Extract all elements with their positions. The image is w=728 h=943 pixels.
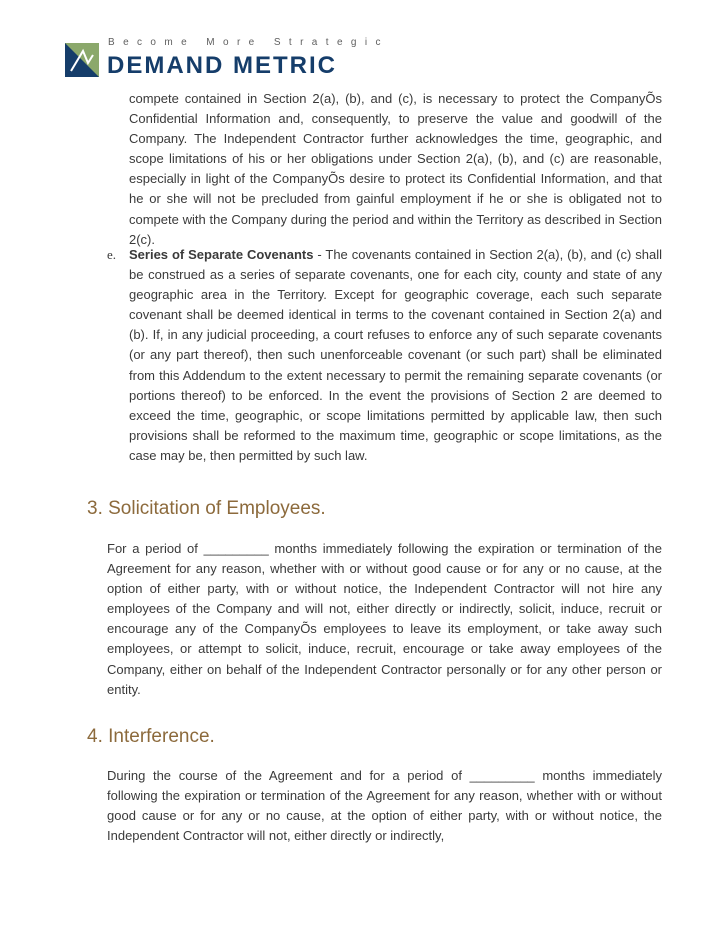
tagline: Become More Strategic <box>108 37 389 48</box>
brand-name: DEMAND METRIC <box>107 52 337 79</box>
section-4-text: During the course of the Agreement and for a period of _________ months immediately following the expiration or termination of the Agreement for any reason, whether with or without good cause or for any or no cause, at the option of either party, with or without notice, the Independent Contractor will not, either directly or indirectly, <box>107 768 662 844</box>
continuation-paragraph <box>129 89 662 250</box>
continuation-text: compete contained in Section 2(a), (b), and (c), is necessary to protect the CompanyÕs Confidential Information and, consequently, to preserve the value and goodwill of the Company. The Independent Contractor further acknowledges the time, geographic, and scope limitations of his or her obligations under Section 2(a), (b), and (c) are reasonable, especially in light of the CompanyÕs desire to protect its Confidential Information, and that he or she will not be precluded from gainful employment if he or she is obligated not to compete with the Company during the period and within the Territory as described in Section 2(c). <box>129 91 662 247</box>
list-item-paragraph <box>129 245 662 466</box>
section-3-heading: 3. Solicitation of Employees. <box>87 498 326 519</box>
section-4-heading: 4. Interference. <box>87 726 215 747</box>
section-3-text: For a period of _________ months immediately following the expiration or termination of the Agreement for any reason, whether with or without good cause or for any or no cause, at the option of either party, with or without notice, the Independent Contractor will not hire any employees of the Company and will not, either directly or indirectly, solicit, induce, recruit or encourage any of the CompanyÕs employees to leave its employment, or take away such employees, or attempt to solicit, induce, recruit, encourage or take away employees of the Company, either on behalf of the Independent Contractor personally or for any other person or entity. <box>107 541 662 697</box>
section-4-body <box>107 766 662 846</box>
item-text: - The covenants contained in Section 2(a), (b), and (c) shall be construed as a series of separate covenants, one for each city, county and state of any geographic area in the Territory. Except for geographic coverage, each such separate covenant shall be deemed identical in terms to the covenant contained in Section 2(a) and (b). If, in any judicial proceeding, a court refuses to enforce any of such separate covenants (or any part thereof), then such unenforceable covenant (or such part) shall be eliminated from this Addendum to the extent necessary to permit the remaining separate covenants (or portions thereof) to be enforced. In the event the provisions of Section 2 are deemed to exceed the time, geographic, or scope limitations permitted by applicable law, then such provisions shall be reformed to the maximum time, geographic or scope limitations, as the case may be, then permitted by such law. <box>129 247 662 463</box>
list-marker: e. <box>107 247 117 262</box>
section-3-body <box>107 539 662 700</box>
list-item-e <box>107 245 662 466</box>
item-title: Series of Separate Covenants <box>129 247 314 262</box>
